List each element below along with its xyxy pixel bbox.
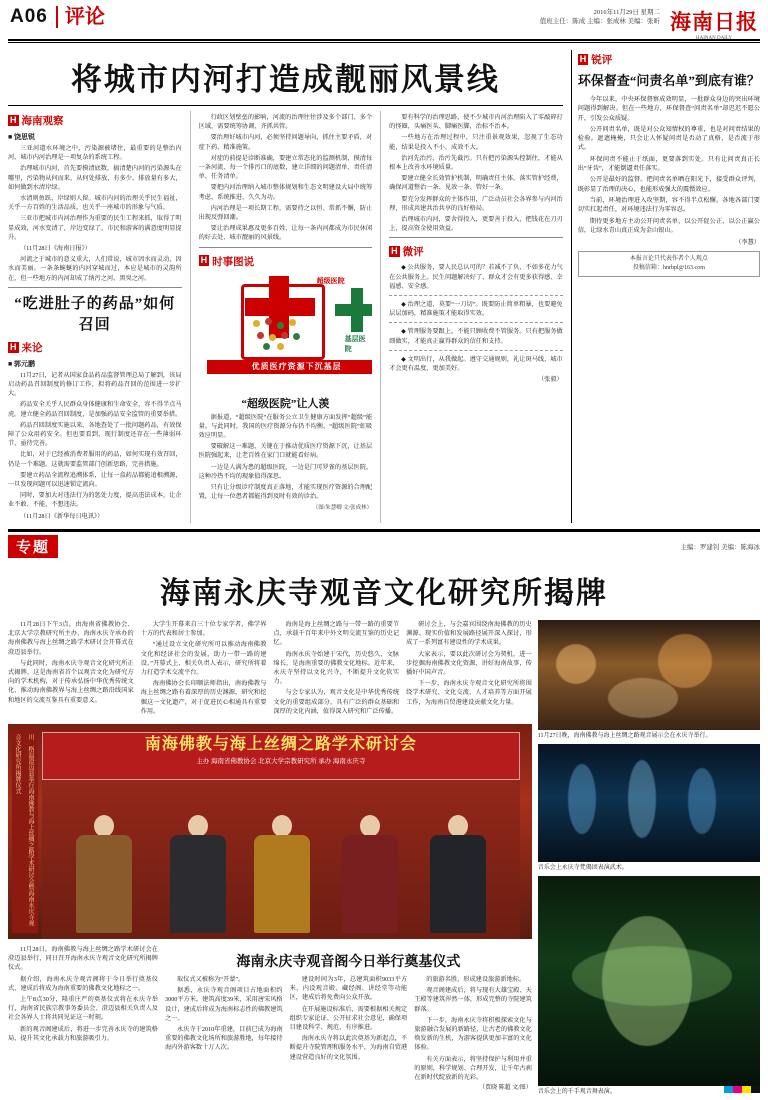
micro-signature: （张毅） (537, 376, 563, 384)
commentary-columns (8, 111, 563, 523)
medicine-headline: “吃进肚子的药品”如何召回 (14, 295, 176, 333)
micro-entry: ◆ 文明出行，从我做起。遵守交通规则，礼让斑马线，城市才会更有温度、更加美好。 (389, 355, 563, 373)
medicine-kicker (8, 338, 182, 356)
micro-body (389, 263, 563, 384)
paragraph: 要治理好城市内河，必须坚持问题导向，抓住主要矛盾，对症下药，精准施策。 (198, 134, 373, 151)
article-credit: （贾晓 陈超 文/图） (479, 1085, 532, 1092)
column-body (414, 975, 532, 1093)
paragraph: 研讨会上，与会嘉宾围绕南海佛教的历史渊源、现实价值和发展路径展开深入探讨，形成了一系列富有建设性的学术成果。 (406, 620, 532, 647)
masthead-meta (105, 6, 670, 26)
paragraph: 下一步，海南永庆寺将积极探索文化与旅游融合发展的新路径，让古老的佛教文化焕发新的生机，为游客提供更加丰富的文化体验。 (414, 1016, 532, 1052)
sharp-signature: （李慧） (735, 239, 760, 247)
paragraph: 大家表示，要以此次研讨会为契机，进一步挖掘海南佛教文化资源，讲好海南故事，传播好中国声音。 (406, 650, 532, 676)
entry-divider (389, 295, 563, 296)
paragraph: 内河治理是一项长期工程，需要持之以恒、常抓不懈，防止出现反弹回潮。 (198, 204, 373, 222)
paragraph: 河流之于城市的意义重大，人们常说，城市因水而灵动，因水而美丽。一条条蜿蜒的内河穿城而过，本应是城市的灵韵所在，但一些地方的内河却成了纳污之河、黑臭之河。 (8, 256, 182, 282)
paragraph: 11月27日，记者从国家食品药品监督管理总局了解到，该局启动药品召回制度的修订工作，拟将药品召回的范围进一步扩大。 (8, 371, 182, 398)
paragraph: （11月28日《海南日报》） (20, 245, 91, 253)
paragraph: 海南永庆寺始建于宋代，历史悠久、文脉绵长，是海南重要的佛教文化地标。近年来，永庆寺坚持以文化兴寺，不断提升文化软实力。 (273, 650, 400, 686)
masthead-rule-2 (8, 42, 760, 43)
paper-logo (670, 6, 758, 41)
column-body (290, 975, 408, 1093)
h-badge-icon: H (579, 53, 587, 64)
column-body (406, 620, 532, 707)
paragraph: 水清则鱼跃，岸绿则人留。城市内河的治理关乎民生福祉，关乎一方百姓的生活品质，也关乎一座城市的形象与气质。 (8, 195, 182, 212)
paragraph: 新的观音阁建成后，将进一步完善永庆寺的建筑格局，提升其文化承载力和旅游吸引力。 (8, 1025, 158, 1042)
column-body (199, 113, 373, 243)
paragraph: 治理城市内河，要舍得投入，更要善于投入，把钱花在刀刃上，提高资金使用效益。 (389, 216, 563, 233)
paragraph: 11月28日下午3点，由海南省佛教协会、北京大学宗教研究所主办、海南永庆寺承办的海南佛教与海上丝绸之路学术研讨会开幕式在澄迈县举行。 (8, 620, 134, 656)
seminar-photo (8, 724, 532, 939)
column-body (8, 620, 134, 705)
paragraph: 一些地方在治理过程中，只注重景观效果，忽视了生态功能，结果是投入不小、成效不大。 (389, 134, 563, 151)
person-figure (430, 815, 486, 933)
paragraph: 期待更多地方主动公开问责名单，以公开促公正，以公正赢公信，让绿水青山真正成为金山银山。 (577, 217, 760, 234)
photo-caption: 11月27日晚，海南佛教与海上丝绸之路观音展示会在永庆寺举行。 (537, 732, 712, 739)
paragraph: （11月28日《新华每日电讯》） (20, 512, 104, 520)
byline: ■ 郭元鹏 (8, 359, 35, 368)
column-body (8, 945, 158, 1043)
feature-body-area (0, 620, 768, 1100)
paragraph: 建设时间为3年，总建筑面积9033平方米，内设观音殿、藏经阁、讲经堂等功能区，建成后将免费向公众开放。 (289, 975, 408, 1002)
paragraph: 下一步，海南永庆寺观音文化研究所将围绕学术研究、文化交流、人才培养等方面开展工作，为海南自贸港建设贡献文化力量。 (406, 680, 532, 706)
column-body (165, 975, 283, 1093)
paragraph: 海南永庆寺将以此次奠基为新起点，不断提升寺院管理和服务水平，为海南自贸港建设营造良好的文化氛围。 (289, 1035, 408, 1061)
person-figure (76, 815, 132, 933)
column-middle-a (199, 111, 373, 523)
night-ceremony-photo (538, 620, 760, 730)
paragraph: 据报道，“超级医院”在服务公立卫生健康方面发挥“超级”能量。与此同时，我国的医疗资源分布仍不均衡，“超级医院”虹吸效应明显。 (198, 413, 373, 440)
h-badge-icon: H (10, 341, 17, 352)
micro-kicker (389, 242, 563, 260)
column-body (141, 620, 267, 716)
column-kicker (8, 111, 182, 129)
seminar-side-banner: 川 格温澄迈县举行海南佛教与海上丝绸之路学术研讨会暨海南永庆寺观音文化研究所揭牌仪式 (12, 730, 38, 933)
column-body (273, 620, 399, 716)
paragraph: 比如，对于已经被消费者服用的药品，如何实现有效召回，仍是一个难题。这就需要监管部门创新思路，完善措施。 (8, 451, 182, 468)
feature-headline: 海南永庆寺观音文化研究所揭牌 (160, 576, 608, 610)
feature-column-4 (406, 620, 532, 718)
column-rule (190, 111, 191, 523)
banner-subtitle: 主办 海南省佛教协会 北京大学宗教研究所 承办 海南永庆寺 (196, 757, 366, 765)
paragraph: 要让治理成果惠及更多百姓，让每一条内河都成为市民休闲的好去处、城市靓丽的风景线。 (198, 225, 373, 242)
graphic-body (199, 413, 373, 502)
paper-name: 海南日报 (670, 10, 758, 34)
column-body (389, 113, 563, 233)
micro-entry: ◆ 治理之道，莫要“一刀切”。既要防止简单粗暴，也要避免层层加码，精准施策才能取得实效。 (389, 301, 563, 318)
kicker-title: 观察 (42, 115, 64, 127)
paragraph: 11月28日，海南佛教与海上丝绸之路学术研讨会在澄迈县举行，同日召开海南永庆寺观音文化研究所揭牌仪式。 (8, 945, 158, 972)
person-figure (254, 815, 310, 933)
micro-entry: ◆ 公共服务，要人民总认可的？若减不了负，不如多花力气在公共服务上。民生问题解决好了，群众才会有更多获得感、幸福感、安全感。 (389, 264, 563, 290)
mailbox-line-2: 投稿信箱：hnrbpl@163.com (632, 265, 705, 272)
paragraph: 同时，要加大对违法行为的惩处力度，提高违法成本，让企业不敢、不能、不想违法。 (8, 492, 182, 509)
column-divider (389, 237, 563, 238)
feature-column-2 (141, 620, 267, 718)
paragraph: 对症的前提是诊断准确，要建立常态化的监测机制，摸清每一条河流、每一个排污口的底数，建立详细的问题清单、责任清单、任务清单。 (198, 154, 373, 181)
graphic-kicker (199, 252, 373, 270)
kicker-title: 图说 (233, 256, 255, 268)
sharp-headline: 环保督查“问责名单”到底有谁？ (577, 73, 760, 88)
kicker-title: 微评 (402, 247, 424, 259)
sharp-commentary-column (571, 50, 760, 523)
paragraph: 大学生开幕来自三十位专家学者、佛学界十方的代表和居士参加。 (140, 620, 267, 638)
feature-columns (8, 620, 532, 718)
paragraph: 要破解这一难题，关键在于推动优质医疗资源下沉，让基层医院强起来，让老百姓在家门口就能看好病。 (198, 443, 373, 460)
main-headline: 将城市内河打造成靓丽风景线 (70, 62, 500, 97)
graphic-credit: （图/朱慧卿 文/张成林） (312, 505, 373, 512)
section-title: 评论 (56, 6, 105, 28)
issue-date: 2016年11月29日 星期二 (593, 9, 660, 16)
pills-group (251, 318, 309, 350)
feature-tag: 专题 (8, 535, 58, 558)
paragraph: 三亚河道水环境之中，污染源被堵住，最重要的是整治内河，城市内河治理是一项复杂的系统工程。 (8, 145, 182, 162)
person-figure (170, 815, 226, 933)
entry-divider (389, 322, 563, 323)
sharp-body (578, 95, 760, 235)
paragraph: 与会专家认为，观音文化是中华优秀传统文化的重要组成部分，具有广泛的群众基础和深厚的文化内涵，值得深入研究和广泛传播。 (273, 689, 400, 715)
paragraph: 永庆寺于2010年重建，目前已成为海南重要的佛教文化场所和旅游胜地，每年接待海内外游客数十万人次。 (165, 1025, 283, 1052)
paper-subname: HAINAN DAILY (695, 36, 733, 41)
column-rule (380, 111, 381, 523)
paragraph: 治河先治污，治污先截污。只有把污染源头控制住，才能从根本上改善水环境质量。 (389, 154, 563, 172)
paragraph: 要把内河治理纳入城市整体规划和生态文明建设大局中统筹考虑，系统推进、久久为功。 (198, 184, 373, 201)
bottom-column-left (8, 945, 158, 1093)
sharp-kicker (578, 50, 760, 68)
commentary-section (0, 46, 768, 523)
green-cross-icon (335, 288, 373, 332)
submission-mailbox (578, 251, 760, 277)
paragraph: 公开问责名单，既是对公众知情权的尊重，也是对问责结果的检验。遮遮掩掩，只会让人怀疑问责是否动了真格、是否流于形式。 (577, 125, 760, 152)
banner-title: 南海佛教与海上丝绸之路学术研讨会 (144, 735, 417, 753)
paragraph: 要建立健全长效管护机制，明确责任主体，落实管护经费，确保河道整治一条、见效一条、管好一条。 (389, 175, 563, 192)
label-base-hospital: 基层医院 (344, 334, 366, 353)
editor-line: 值班主任：陈成 主编：张成林 美编：张昕 (539, 18, 660, 25)
column-middle-b (389, 111, 563, 523)
paragraph: 观音阁建成后，将与现有大雄宝殿、天王殿等建筑浑然一体，形成完整的寺院建筑群落。 (414, 987, 532, 1013)
paragraph: 有关方面表示，将坚持保护与利用并重的原则，科学规划、合理开发，让千年古刹在新时代绽放新的光彩。 (414, 1055, 532, 1081)
paragraph: 据悉，永庆寺观音阁项目占地面积约3000平方米，建筑高度39米，采用唐宋风格设计，建成后将成为海南标志性的佛教建筑之一。 (165, 987, 283, 1022)
paragraph: 一边是人满为患的超级医院，一边是门可罗雀的基层医院，这种冷热不均的现象值得深思。 (198, 463, 373, 480)
paragraph: 当前，环境治理进入攻坚期，容不得半点松懈。各地各部门要切实扛起责任，对环境违法行为零容忍。 (577, 196, 760, 214)
bottom-subcolumns (165, 975, 532, 1093)
cartoon-illustration (199, 272, 373, 392)
column-body (8, 144, 182, 283)
paragraph: 药品安全关乎人民群众身体健康和生命安全，容不得半点马虎。建立健全药品召回制度，是加强药品安全监管的重要举措。 (8, 401, 182, 418)
paragraph: 据介绍，海南永庆寺观音阁将于今日举行奠基仪式，建成后将成为海南重要的佛教文化地标之一。 (8, 975, 158, 992)
paragraph: 要有科学的治理思路，使不少城市内河治理陷入了零敲碎打的怪圈，头痛医头、脚痛医脚，治标不治本。 (389, 114, 563, 131)
page-number: A06 (10, 6, 48, 27)
paragraph: 行政区划壁垒的影响，河流的治理往往涉及多个部门、多个区域，需要统筹协调、齐抓共管。 (198, 114, 373, 131)
paragraph: 今年以来，中央环保督察成效明显，一批群众身边的突出环境问题得到解决。但在一些地方，环保督查“问责名单”却迟迟不愿公开，引发公众质疑。 (577, 96, 760, 122)
entry-divider (389, 350, 563, 351)
paragraph: 取仪式又被称为“开蒙”。 (177, 975, 245, 983)
mailbox-line-1: 本报言论只代表作者个人观点 (629, 256, 708, 263)
bottom-column-main (165, 945, 532, 1093)
medicine-body (8, 371, 182, 521)
paragraph: 上午8点30分，隆重庄严的奠基仪式将在永庆寺举行，海南省民族宗教事务委员会、澄迈县相关负责人及社会各界人士将共同见证这一时刻。 (8, 995, 158, 1022)
label-super-hospital: 超级医院 (316, 276, 345, 285)
kicker-title: 来论 (21, 342, 43, 354)
paragraph: 在开展施设标准后，需要根据相关规定组织专家论证、公开征求社会意见，确保项目建设科学、规范、有序推进。 (289, 1005, 408, 1031)
h-badge-icon: H (200, 255, 208, 266)
micro-entry: ◆ 管理服务要跟上，不能只顾收费不管服务。只有把服务做细做实，才能真正赢得群众的信任和支持。 (389, 328, 563, 345)
feature-header (0, 532, 768, 558)
commentary-left (8, 50, 563, 523)
headline-rule (8, 105, 563, 106)
paragraph: “通过设立文化研究所可以推动海南佛教文化和经济社会的发展，助力一带一路的建设。”开幕式上，相关负责人表示，研究所将着力打造学术交流平台。 (140, 641, 267, 676)
red-cross-horizontal (245, 298, 315, 316)
seminar-banner (42, 732, 520, 780)
h-badge-icon: H (10, 114, 17, 125)
paragraph: 海南佛协会长印顺法师指出，南海佛教与海上丝绸之路有着深厚的历史渊源，研究和挖掘这一文化遗产，对于促进民心相通具有重要作用。 (140, 680, 267, 715)
column-divider (199, 247, 373, 248)
paragraph: 药品召回制度实施以来，各地查处了一批问题药品，有效保障了公众用药安全。但也要看到，现行制度还存在一些薄弱环节，亟待完善。 (8, 421, 182, 448)
guanyin-photo (538, 876, 760, 1086)
feature-left (8, 620, 532, 1100)
graphic-caption: “超级医院”让人羡 (241, 397, 330, 410)
paragraph: 治理城市内河，首先要摸清底数，搞清楚内河的污染源头在哪里，污染物从何而来，从何处排放，有多少，排放量有多大，如何做到水清岸绿。 (8, 165, 182, 191)
kicker-title: 锐评 (591, 54, 613, 66)
feature-photo-stack (538, 620, 760, 1100)
paragraph: 公开是最好的监督。把问责名单晒在阳光下，接受群众评判，既彰显了治理的决心，也能形成强大的震慑效应。 (577, 176, 760, 193)
column-observation (8, 111, 182, 523)
kicker-brand: 海南 (21, 115, 43, 127)
paragraph: 的旅游名胜，形成建设旅游新地标。 (426, 975, 526, 983)
bottom-columns (8, 945, 532, 1093)
photo-caption: 音乐会上永庆寺梵偈团表演武术。 (537, 864, 628, 871)
photo-caption: 音乐会上的千手观音舞表演。 (537, 1088, 616, 1095)
paragraph: 海南是海上丝绸之路与一带一路的重要节点，承载千百年来中外文明交流互鉴的历史记忆。 (273, 620, 400, 647)
registration-color-bar (724, 1086, 760, 1093)
paragraph: 环保问责不能止于纸面，更要落到实处。只有让问责真正长出“牙齿”，才能倒逼责任落实。 (577, 155, 760, 173)
feature-editors: 主编：罗建钊 美编：陈海冰 (680, 543, 760, 551)
masthead (0, 0, 768, 41)
seminar-stage (42, 780, 520, 939)
paragraph: 只有让分级诊疗制度真正落地，才能实现医疗资源的合理配置，让每一位患者都能得到及时有效的诊治。 (198, 484, 373, 501)
graphic-stripe-text: 优质医疗资源下沉基层 (207, 360, 373, 374)
feature-column-3 (273, 620, 399, 718)
person-figure (342, 815, 398, 933)
kicker-brand: 时事 (212, 256, 234, 268)
bottom-subheadline: 海南永庆寺观音阁今日举行奠基仪式 (236, 954, 461, 970)
column-divider (8, 287, 182, 288)
dance-photo (538, 744, 760, 862)
paragraph: 与此同时，海南永庆寺观音文化研究所正式揭牌，这是海南省首个以观音文化为研究方向的学术机构，对于传承弘扬中华优秀传统文化、推动海南佛教界与海上丝绸之路沿线国家和地区的交流互鉴具有重要意义。 (8, 659, 134, 704)
h-badge-icon: H (391, 246, 398, 257)
byline: ■ 饶思锐 (8, 133, 35, 141)
masthead-rule (8, 39, 760, 41)
feature-column-1 (8, 620, 134, 718)
paragraph: 三亚市把城市内河治理作为重要的民生工程来抓，取得了明显成效，河水变清了，岸边变绿了，市民和游客的满意度明显提升。 (8, 215, 182, 241)
paragraph: 要建立药品全流程追溯体系，让每一盒药品都能追根溯源，一旦发现问题可以迅速锁定流向。 (8, 471, 182, 489)
paragraph: 要充分发挥群众的主体作用，广泛动员社会各界参与内河治理，形成共建共治共享的良好格局。 (389, 195, 563, 212)
